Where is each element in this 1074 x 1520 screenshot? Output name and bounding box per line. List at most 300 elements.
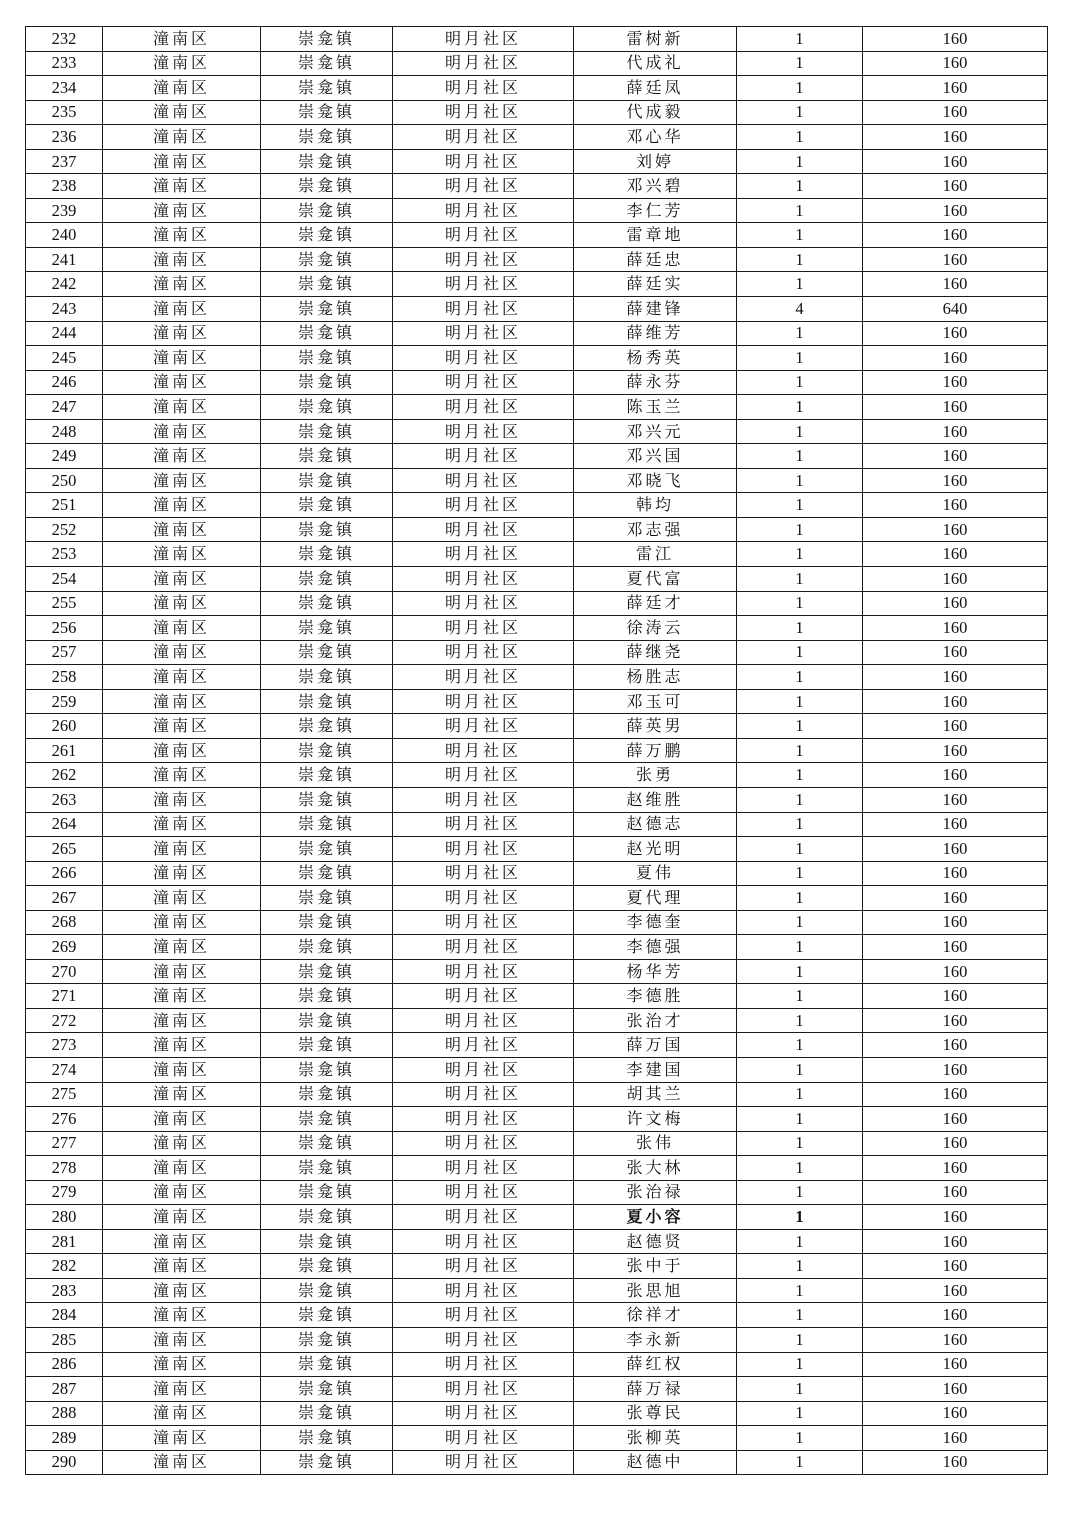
name-cell: 李德胜	[574, 984, 737, 1009]
table-body	[26, 27, 1048, 1475]
community-cell: 明月社区	[393, 640, 574, 665]
name-cell: 张思旭	[574, 1278, 737, 1303]
name-cell: 李仁芳	[574, 198, 737, 223]
table-row	[26, 198, 1048, 223]
table-row	[26, 370, 1048, 395]
amount-cell: 160	[863, 1008, 1048, 1033]
amount-cell: 160	[863, 616, 1048, 641]
table-row	[26, 1229, 1048, 1254]
amount-cell: 160	[863, 395, 1048, 420]
row-number: 253	[26, 542, 103, 567]
community-cell: 明月社区	[393, 419, 574, 444]
count-cell: 1	[737, 395, 863, 420]
row-number: 234	[26, 76, 103, 101]
amount-cell: 160	[863, 1327, 1048, 1352]
amount-cell: 160	[863, 174, 1048, 199]
community-cell: 明月社区	[393, 886, 574, 911]
row-number: 247	[26, 395, 103, 420]
amount-cell: 160	[863, 346, 1048, 371]
district-cell: 潼南区	[103, 76, 261, 101]
district-cell: 潼南区	[103, 837, 261, 862]
count-cell: 1	[737, 763, 863, 788]
row-number: 280	[26, 1205, 103, 1230]
table-row	[26, 100, 1048, 125]
district-cell: 潼南区	[103, 640, 261, 665]
table-row	[26, 149, 1048, 174]
town-cell: 崇龛镇	[261, 1082, 393, 1107]
district-cell: 潼南区	[103, 959, 261, 984]
name-cell: 邓兴碧	[574, 174, 737, 199]
count-cell: 1	[737, 886, 863, 911]
district-cell: 潼南区	[103, 1352, 261, 1377]
name-cell: 夏伟	[574, 861, 737, 886]
amount-cell: 160	[863, 419, 1048, 444]
community-cell: 明月社区	[393, 174, 574, 199]
count-cell: 1	[737, 1278, 863, 1303]
district-cell: 潼南区	[103, 763, 261, 788]
count-cell: 1	[737, 1401, 863, 1426]
amount-cell: 160	[863, 837, 1048, 862]
community-cell: 明月社区	[393, 395, 574, 420]
count-cell: 1	[737, 984, 863, 1009]
table-row	[26, 1401, 1048, 1426]
count-cell: 1	[737, 370, 863, 395]
district-cell: 潼南区	[103, 984, 261, 1009]
district-cell: 潼南区	[103, 1008, 261, 1033]
town-cell: 崇龛镇	[261, 51, 393, 76]
district-cell: 潼南区	[103, 370, 261, 395]
community-cell: 明月社区	[393, 689, 574, 714]
count-cell: 1	[737, 493, 863, 518]
community-cell: 明月社区	[393, 1352, 574, 1377]
row-number: 288	[26, 1401, 103, 1426]
amount-cell: 160	[863, 787, 1048, 812]
row-number: 266	[26, 861, 103, 886]
town-cell: 崇龛镇	[261, 1254, 393, 1279]
count-cell: 1	[737, 837, 863, 862]
name-cell: 邓心华	[574, 125, 737, 150]
town-cell: 崇龛镇	[261, 861, 393, 886]
district-cell: 潼南区	[103, 468, 261, 493]
name-cell: 张柳英	[574, 1426, 737, 1451]
community-cell: 明月社区	[393, 100, 574, 125]
community-cell: 明月社区	[393, 616, 574, 641]
amount-cell: 160	[863, 517, 1048, 542]
community-cell: 明月社区	[393, 247, 574, 272]
name-cell: 张伟	[574, 1131, 737, 1156]
table-row	[26, 787, 1048, 812]
district-cell: 潼南区	[103, 174, 261, 199]
community-cell: 明月社区	[393, 198, 574, 223]
row-number: 284	[26, 1303, 103, 1328]
amount-cell: 160	[863, 321, 1048, 346]
community-cell: 明月社区	[393, 1278, 574, 1303]
amount-cell: 160	[863, 1278, 1048, 1303]
row-number: 277	[26, 1131, 103, 1156]
count-cell: 1	[737, 812, 863, 837]
name-cell: 薛万鹏	[574, 738, 737, 763]
town-cell: 崇龛镇	[261, 812, 393, 837]
district-cell: 潼南区	[103, 1180, 261, 1205]
amount-cell: 160	[863, 959, 1048, 984]
row-number: 250	[26, 468, 103, 493]
name-cell: 许文梅	[574, 1107, 737, 1132]
count-cell: 1	[737, 1008, 863, 1033]
amount-cell: 160	[863, 198, 1048, 223]
name-cell: 赵光明	[574, 837, 737, 862]
name-cell: 张尊民	[574, 1401, 737, 1426]
count-cell: 1	[737, 272, 863, 297]
name-cell: 薛维芳	[574, 321, 737, 346]
district-cell: 潼南区	[103, 27, 261, 52]
table-row	[26, 542, 1048, 567]
town-cell: 崇龛镇	[261, 370, 393, 395]
table-row	[26, 714, 1048, 739]
town-cell: 崇龛镇	[261, 419, 393, 444]
amount-cell: 160	[863, 1156, 1048, 1181]
row-number: 255	[26, 591, 103, 616]
count-cell: 1	[737, 468, 863, 493]
table-row	[26, 1254, 1048, 1279]
name-cell: 夏小容	[574, 1205, 737, 1230]
district-cell: 潼南区	[103, 223, 261, 248]
town-cell: 崇龛镇	[261, 297, 393, 322]
district-cell: 潼南区	[103, 198, 261, 223]
amount-cell: 160	[863, 125, 1048, 150]
amount-cell: 160	[863, 714, 1048, 739]
name-cell: 薛廷凤	[574, 76, 737, 101]
row-number: 244	[26, 321, 103, 346]
name-cell: 胡其兰	[574, 1082, 737, 1107]
name-cell: 刘婷	[574, 149, 737, 174]
community-cell: 明月社区	[393, 1401, 574, 1426]
count-cell: 1	[737, 616, 863, 641]
row-number: 271	[26, 984, 103, 1009]
district-cell: 潼南区	[103, 787, 261, 812]
district-cell: 潼南区	[103, 1254, 261, 1279]
name-cell: 张大林	[574, 1156, 737, 1181]
count-cell: 1	[737, 517, 863, 542]
town-cell: 崇龛镇	[261, 174, 393, 199]
district-cell: 潼南区	[103, 1450, 261, 1475]
name-cell: 薛永芬	[574, 370, 737, 395]
town-cell: 崇龛镇	[261, 1180, 393, 1205]
count-cell: 1	[737, 419, 863, 444]
table-row	[26, 984, 1048, 1009]
name-cell: 杨胜志	[574, 665, 737, 690]
name-cell: 夏代富	[574, 567, 737, 592]
row-number: 268	[26, 910, 103, 935]
name-cell: 邓兴元	[574, 419, 737, 444]
amount-cell: 160	[863, 1033, 1048, 1058]
town-cell: 崇龛镇	[261, 1229, 393, 1254]
community-cell: 明月社区	[393, 346, 574, 371]
town-cell: 崇龛镇	[261, 1401, 393, 1426]
name-cell: 薛廷才	[574, 591, 737, 616]
district-cell: 潼南区	[103, 346, 261, 371]
amount-cell: 160	[863, 689, 1048, 714]
table-row	[26, 1057, 1048, 1082]
district-cell: 潼南区	[103, 51, 261, 76]
amount-cell: 160	[863, 223, 1048, 248]
row-number: 236	[26, 125, 103, 150]
name-cell: 李建国	[574, 1057, 737, 1082]
amount-cell: 160	[863, 51, 1048, 76]
town-cell: 崇龛镇	[261, 591, 393, 616]
amount-cell: 160	[863, 1082, 1048, 1107]
table-row	[26, 174, 1048, 199]
count-cell: 1	[737, 1229, 863, 1254]
community-cell: 明月社区	[393, 1180, 574, 1205]
town-cell: 崇龛镇	[261, 27, 393, 52]
count-cell: 1	[737, 149, 863, 174]
town-cell: 崇龛镇	[261, 444, 393, 469]
row-number: 278	[26, 1156, 103, 1181]
town-cell: 崇龛镇	[261, 223, 393, 248]
town-cell: 崇龛镇	[261, 763, 393, 788]
district-cell: 潼南区	[103, 1377, 261, 1402]
community-cell: 明月社区	[393, 738, 574, 763]
count-cell: 1	[737, 247, 863, 272]
community-cell: 明月社区	[393, 272, 574, 297]
count-cell: 1	[737, 1107, 863, 1132]
district-cell: 潼南区	[103, 1327, 261, 1352]
count-cell: 1	[737, 665, 863, 690]
count-cell: 1	[737, 1082, 863, 1107]
row-number: 246	[26, 370, 103, 395]
community-cell: 明月社区	[393, 861, 574, 886]
table-row	[26, 763, 1048, 788]
name-cell: 杨华芳	[574, 959, 737, 984]
count-cell: 1	[737, 223, 863, 248]
row-number: 257	[26, 640, 103, 665]
community-cell: 明月社区	[393, 223, 574, 248]
community-cell: 明月社区	[393, 1107, 574, 1132]
amount-cell: 160	[863, 468, 1048, 493]
count-cell: 1	[737, 591, 863, 616]
table-row	[26, 297, 1048, 322]
district-cell: 潼南区	[103, 1107, 261, 1132]
table-row	[26, 567, 1048, 592]
amount-cell: 160	[863, 738, 1048, 763]
table-row	[26, 1327, 1048, 1352]
row-number: 254	[26, 567, 103, 592]
row-number: 233	[26, 51, 103, 76]
count-cell: 1	[737, 125, 863, 150]
name-cell: 张治禄	[574, 1180, 737, 1205]
row-number: 248	[26, 419, 103, 444]
amount-cell: 160	[863, 370, 1048, 395]
row-number: 251	[26, 493, 103, 518]
row-number: 238	[26, 174, 103, 199]
row-number: 242	[26, 272, 103, 297]
community-cell: 明月社区	[393, 149, 574, 174]
name-cell: 杨秀英	[574, 346, 737, 371]
row-number: 287	[26, 1377, 103, 1402]
community-cell: 明月社区	[393, 714, 574, 739]
table-row	[26, 837, 1048, 862]
table-row	[26, 591, 1048, 616]
amount-cell: 160	[863, 910, 1048, 935]
name-cell: 薛万禄	[574, 1377, 737, 1402]
table-row	[26, 223, 1048, 248]
row-number: 282	[26, 1254, 103, 1279]
name-cell: 张中于	[574, 1254, 737, 1279]
town-cell: 崇龛镇	[261, 738, 393, 763]
amount-cell: 160	[863, 1450, 1048, 1475]
count-cell: 1	[737, 1352, 863, 1377]
count-cell: 1	[737, 959, 863, 984]
table-row	[26, 51, 1048, 76]
town-cell: 崇龛镇	[261, 542, 393, 567]
district-cell: 潼南区	[103, 714, 261, 739]
name-cell: 陈玉兰	[574, 395, 737, 420]
row-number: 267	[26, 886, 103, 911]
district-cell: 潼南区	[103, 738, 261, 763]
amount-cell: 160	[863, 935, 1048, 960]
count-cell: 1	[737, 1426, 863, 1451]
district-cell: 潼南区	[103, 419, 261, 444]
name-cell: 韩均	[574, 493, 737, 518]
name-cell: 邓兴国	[574, 444, 737, 469]
town-cell: 崇龛镇	[261, 1303, 393, 1328]
district-cell: 潼南区	[103, 935, 261, 960]
table-row	[26, 419, 1048, 444]
count-cell: 1	[737, 1327, 863, 1352]
table-row	[26, 640, 1048, 665]
name-cell: 代成毅	[574, 100, 737, 125]
table-row	[26, 321, 1048, 346]
name-cell: 赵德贤	[574, 1229, 737, 1254]
count-cell: 1	[737, 1033, 863, 1058]
table-row	[26, 1033, 1048, 1058]
amount-cell: 160	[863, 1205, 1048, 1230]
community-cell: 明月社区	[393, 959, 574, 984]
table-row	[26, 444, 1048, 469]
community-cell: 明月社区	[393, 517, 574, 542]
table-row	[26, 1352, 1048, 1377]
table-row	[26, 395, 1048, 420]
table-row	[26, 812, 1048, 837]
district-cell: 潼南区	[103, 886, 261, 911]
district-cell: 潼南区	[103, 542, 261, 567]
district-cell: 潼南区	[103, 444, 261, 469]
count-cell: 1	[737, 1180, 863, 1205]
community-cell: 明月社区	[393, 321, 574, 346]
name-cell: 雷章地	[574, 223, 737, 248]
name-cell: 赵德中	[574, 1450, 737, 1475]
count-cell: 1	[737, 51, 863, 76]
row-number: 243	[26, 297, 103, 322]
town-cell: 崇龛镇	[261, 837, 393, 862]
district-cell: 潼南区	[103, 1426, 261, 1451]
district-cell: 潼南区	[103, 149, 261, 174]
amount-cell: 160	[863, 567, 1048, 592]
amount-cell: 160	[863, 1057, 1048, 1082]
row-number: 241	[26, 247, 103, 272]
amount-cell: 160	[863, 1180, 1048, 1205]
table-row	[26, 689, 1048, 714]
community-cell: 明月社区	[393, 837, 574, 862]
row-number: 249	[26, 444, 103, 469]
row-number: 270	[26, 959, 103, 984]
count-cell: 1	[737, 1057, 863, 1082]
table-row	[26, 1377, 1048, 1402]
community-cell: 明月社区	[393, 1082, 574, 1107]
row-number: 286	[26, 1352, 103, 1377]
district-cell: 潼南区	[103, 1229, 261, 1254]
district-cell: 潼南区	[103, 567, 261, 592]
amount-cell: 160	[863, 1401, 1048, 1426]
community-cell: 明月社区	[393, 763, 574, 788]
count-cell: 1	[737, 935, 863, 960]
name-cell: 赵维胜	[574, 787, 737, 812]
row-number: 281	[26, 1229, 103, 1254]
community-cell: 明月社区	[393, 542, 574, 567]
town-cell: 崇龛镇	[261, 198, 393, 223]
name-cell: 邓晓飞	[574, 468, 737, 493]
subsidy-table	[25, 26, 1048, 1475]
town-cell: 崇龛镇	[261, 787, 393, 812]
community-cell: 明月社区	[393, 787, 574, 812]
table-row	[26, 1082, 1048, 1107]
name-cell: 邓志强	[574, 517, 737, 542]
count-cell: 1	[737, 787, 863, 812]
count-cell: 1	[737, 1450, 863, 1475]
amount-cell: 160	[863, 493, 1048, 518]
name-cell: 代成礼	[574, 51, 737, 76]
town-cell: 崇龛镇	[261, 959, 393, 984]
town-cell: 崇龛镇	[261, 1278, 393, 1303]
community-cell: 明月社区	[393, 51, 574, 76]
table-row	[26, 1205, 1048, 1230]
district-cell: 潼南区	[103, 689, 261, 714]
town-cell: 崇龛镇	[261, 1008, 393, 1033]
count-cell: 1	[737, 567, 863, 592]
amount-cell: 160	[863, 1131, 1048, 1156]
amount-cell: 640	[863, 297, 1048, 322]
district-cell: 潼南区	[103, 125, 261, 150]
row-number: 259	[26, 689, 103, 714]
amount-cell: 160	[863, 886, 1048, 911]
community-cell: 明月社区	[393, 468, 574, 493]
table-row	[26, 272, 1048, 297]
name-cell: 雷树新	[574, 27, 737, 52]
town-cell: 崇龛镇	[261, 616, 393, 641]
count-cell: 1	[737, 76, 863, 101]
table-row	[26, 886, 1048, 911]
town-cell: 崇龛镇	[261, 493, 393, 518]
row-number: 275	[26, 1082, 103, 1107]
table-row	[26, 616, 1048, 641]
community-cell: 明月社区	[393, 1008, 574, 1033]
count-cell: 1	[737, 198, 863, 223]
amount-cell: 160	[863, 1107, 1048, 1132]
amount-cell: 160	[863, 1426, 1048, 1451]
town-cell: 崇龛镇	[261, 346, 393, 371]
community-cell: 明月社区	[393, 1205, 574, 1230]
row-number: 252	[26, 517, 103, 542]
district-cell: 潼南区	[103, 1033, 261, 1058]
amount-cell: 160	[863, 763, 1048, 788]
count-cell: 1	[737, 1377, 863, 1402]
town-cell: 崇龛镇	[261, 321, 393, 346]
table-row	[26, 517, 1048, 542]
count-cell: 1	[737, 689, 863, 714]
district-cell: 潼南区	[103, 812, 261, 837]
table-row	[26, 247, 1048, 272]
table-row	[26, 910, 1048, 935]
